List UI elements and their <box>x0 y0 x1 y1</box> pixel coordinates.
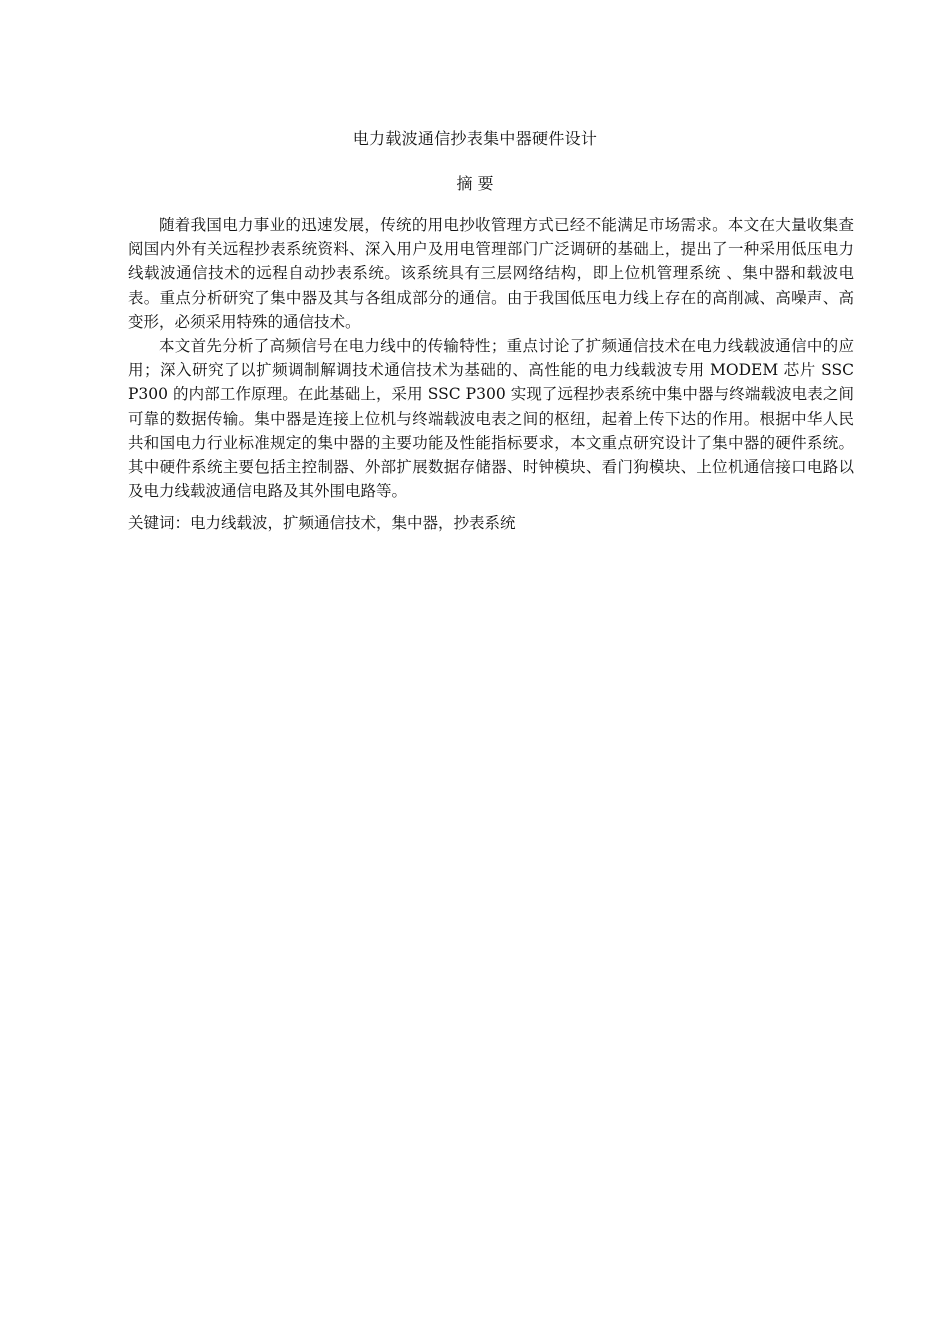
document-title: 电力载波通信抄表集中器硬件设计 <box>352 129 598 148</box>
abstract-paragraph: 随着我国电力事业的迅速发展，传统的用电抄收管理方式已经不能满足市场需求。本文在大量收集查阅国内外有关远程抄表系统资料、深入用户及用电管理部门广泛调研的基础上，提出了一种采用低压电力线载波通信技术的远程自动抄表系统。该系统具有三层网络结构，即上位机管理系统 、集中器和载波电表。重点分析研究了集中器及其与各组成部分的通信。由于我国低压电力线上存在的高削减、高噪声、高变形，必须采用特殊的通信技术。 <box>128 216 854 331</box>
keywords-line: 关键词：电力线载波，扩频通信技术，集中器，抄表系统 <box>128 514 516 532</box>
abstract-heading: 摘 要 <box>456 174 494 193</box>
abstract-body <box>128 213 854 503</box>
abstract-paragraph: 本文首先分析了高频信号在电力线中的传输特性；重点讨论了扩频通信技术在电力线载波通信中的应用；深入研究了以扩频调制解调技术通信技术为基础的、高性能的电力线载波专用 MODEM 芯片 SSC P300 的内部工作原理。在此基础上，采用 SSC P300 实现了远程抄表系统中集中器与终端载波电表之间可靠的数据传输。集中器是连接上位机与终端载波电表之间的枢纽，起着上传下达的作用。根据中华人民共和国电力行业标准规定的集中器的主要功能及性能指标要求，本文重点研究设计了集中器的硬件系统。其中硬件系统主要包括主控制器、外部扩展数据存储器、时钟模块、看门狗模块、上位机通信接口电路以及电力线载波通信电路及其外围电路等。 <box>128 337 854 501</box>
